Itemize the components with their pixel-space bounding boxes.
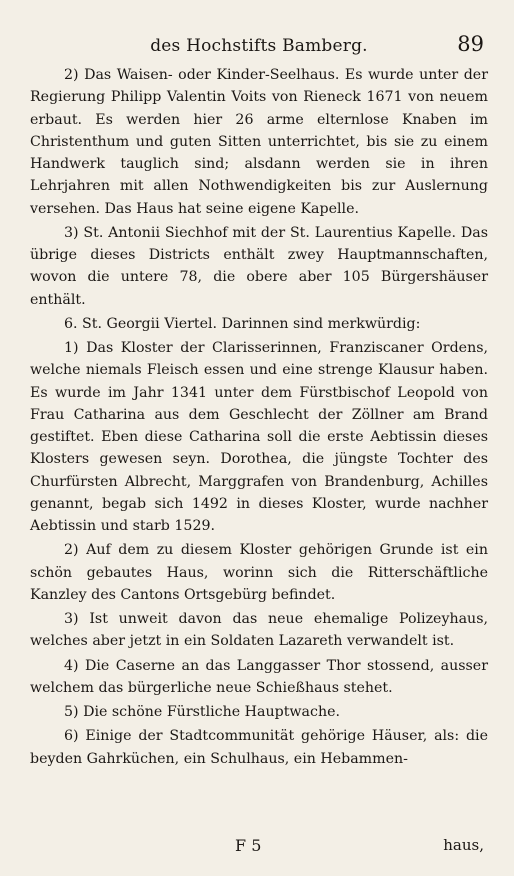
page-footer <box>30 836 484 862</box>
paragraph-hauptwache: 5) Die schöne Fürstliche Hauptwache. <box>64 704 340 720</box>
paragraph-kanzley-haus: 2) Auf dem zu diesem Kloster gehörigen Grunde ist ein schön gebautes Haus, worinn sich die Ritterschäftliche Kanzley des Cantons Ortsgebürg befindet. <box>30 542 488 603</box>
page-body <box>30 64 488 770</box>
paragraph-waisenhaus: 2) Das Waisen- oder Kinder-Seelhaus. Es wurde unter der Regierung Philipp Valentin Voits von Rieneck 1671 von neuem erbaut. Es werden hier 26 arme elternlose Knaben im Christenthum und guten Sitten unterrichtet, bis sie zu einem Handwerk tauglich sind; alsdann werden sie in ihren Lehrjahren mit allen Nothwendigkeiten bis zur Auslernung versehen. Das Haus hat seine eigene Kapelle. <box>30 67 488 217</box>
running-head: des Hochstifts Bamberg. <box>150 36 368 56</box>
paragraph-caserne: 4) Die Caserne an das Langgasser Thor stossend, ausser welchem das bürgerliche neue Schießhaus stehet. <box>30 657 488 696</box>
paragraph-polizeyhaus: 3) Ist unweit davon das neue ehemalige Polizeyhaus, welches aber jetzt in ein Soldaten Lazareth verwandelt ist. <box>30 611 488 650</box>
catchword: haus, <box>443 836 484 854</box>
page-header <box>30 28 488 58</box>
section-heading-georgii-viertel: 6. St. Georgii Viertel. Darinnen sind merkwürdig: <box>64 315 421 332</box>
page-number: 89 <box>457 32 484 56</box>
paragraph-clarisserinnen-kloster: 1) Das Kloster der Clarisserinnen, Franziscaner Ordens, welche niemals Fleisch essen und eine strenge Klausur haben. Es wurde im Jahr 1341 unter dem Fürstbischof Leopold von Frau Catharina aus dem Geschlecht der Zöllner am Brand gestiftet. Eben diese Catharina soll die erste Aebtissin dieses Klosters gewesen seyn. Dorothea, die jüngste Tochter des Churfürsten Albrecht, Marggrafen von Brandenburg, Achilles genannt, begab sich 1492 in dieses Kloster, wurde nachher Aebtissin und starb 1529. <box>30 340 488 534</box>
paragraph-stadtcommunitaet-haeuser: 6) Einige der Stadtcommunität gehörige Häuser, als: die beyden Gahrküchen, ein Schulhaus, ein Hebammen- <box>30 728 488 767</box>
signature-mark: F 5 <box>235 836 262 855</box>
paragraph-siechhof: 3) St. Antonii Siechhof mit der St. Laurentius Kapelle. Das übrige dieses Districts enthält zwey Hauptmannschaften, wovon die untere 78, die obere aber 105 Bürgershäuser enthält. <box>30 224 488 308</box>
